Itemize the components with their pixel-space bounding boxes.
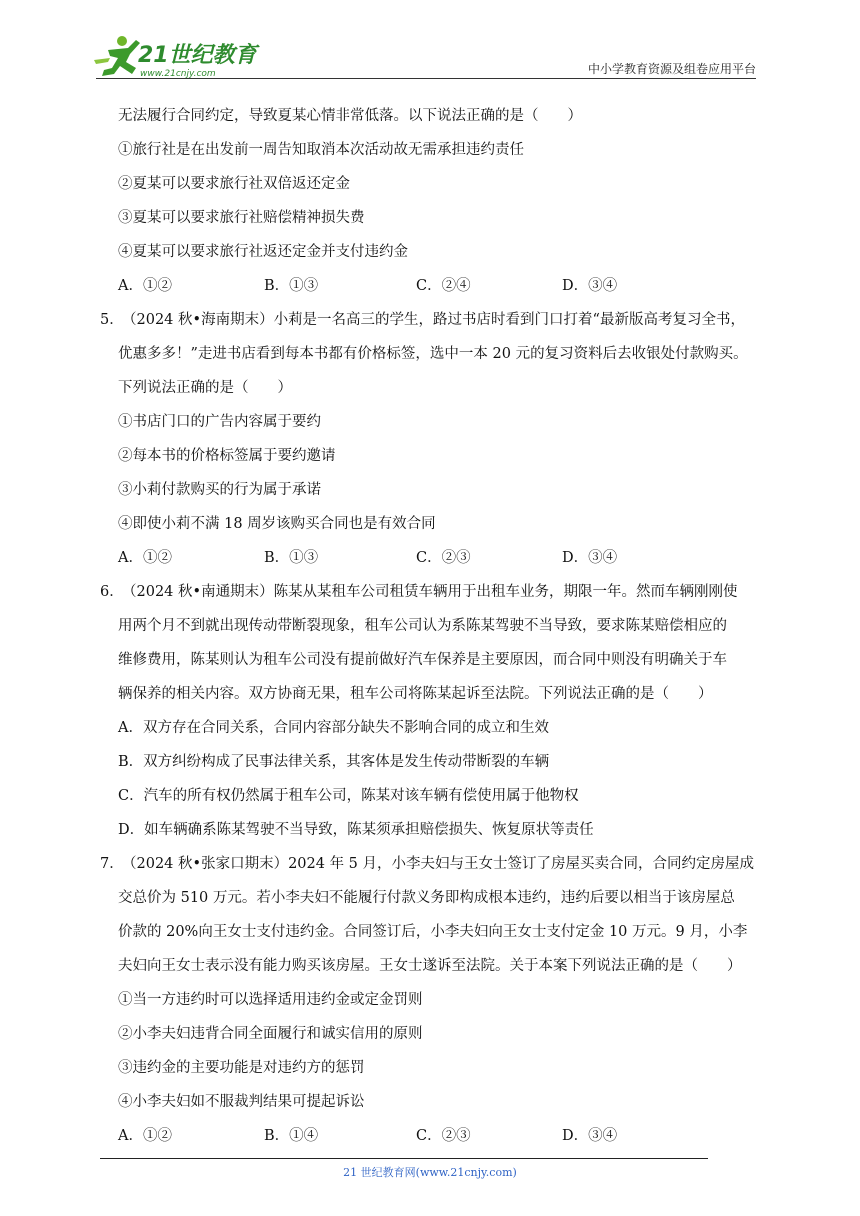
q6-choice-d[interactable]: D．如车辆确系陈某驾驶不当导致，陈某须承担赔偿损失、恢复原状等责任 [118,822,594,838]
q5-option-a[interactable]: A．①② [118,550,172,566]
q4-option-b[interactable]: B．①③ [264,278,319,294]
q6-choice-a[interactable]: A．双方存在合同关系，合同内容部分缺失不影响合同的成立和生效 [118,720,549,736]
q6-line-1: （2024 秋•南通期末）陈某从某租车公司租赁车辆用于出租车业务，期限一年。然而车辆刚刚使 [122,584,738,600]
q4-option-d[interactable]: D．③④ [562,278,618,294]
q7-option-d[interactable]: D．③④ [562,1128,618,1144]
q5-line-3: 下列说法正确的是（ ） [118,380,292,396]
q6-choice-c[interactable]: C．汽车的所有权仍然属于租车公司，陈某对该车辆有偿使用属于他物权 [118,788,579,804]
q5-statement-4: ④即使小莉不满 18 周岁该购买合同也是有效合同 [118,516,436,532]
q7-option-b[interactable]: B．①④ [264,1128,319,1144]
q7-line-3: 价款的 20%向王女士支付违约金。合同签订后，小李夫妇向王女士支付定金 10 万元。9 月，小李 [118,924,748,940]
q7-line-1: （2024 秋•张家口期末）2024 年 5 月，小李夫妇与王女士签订了房屋买卖合同，合同约定房屋成 [122,856,755,872]
q7-line-4: 夫妇向王女士表示没有能力购买该房屋。王女士遂诉至法院。关于本案下列说法正确的是（ ） [118,958,742,974]
q5-option-d[interactable]: D．③④ [562,550,618,566]
logo-url: www.21cnjy.com [140,69,216,79]
platform-title: 中小学教育资源及组卷应用平台 [587,62,756,76]
q5-statement-1: ①书店门口的广告内容属于要约 [118,414,321,430]
q6-line-4: 辆保养的相关内容。双方协商无果，租车公司将陈某起诉至法院。下列说法正确的是（ ） [118,686,713,702]
q5-statement-3: ③小莉付款购买的行为属于承诺 [118,482,321,498]
q6-line-3: 维修费用，陈某则认为租车公司没有提前做好汽车保养是主要原因，而合同中则没有明确关于车 [118,652,727,668]
q4-continuation: 无法履行合同约定，导致夏某心情非常低落。以下说法正确的是（ ） [118,108,582,124]
q5-statement-2: ②每本书的价格标签属于要约邀请 [118,448,336,464]
q4-option-a[interactable]: A．①② [118,278,172,294]
q7-number: 7． [100,856,124,872]
footer-divider [100,1158,708,1159]
q7-statement-1: ①当一方违约时可以选择适用违约金或定金罚则 [118,992,423,1008]
logo-text: 21世纪教育 [138,43,257,68]
q7-statement-3: ③违约金的主要功能是对违约方的惩罚 [118,1060,365,1076]
q7-line-2: 交总价为 510 万元。若小李夫妇不能履行付款义务即构成根本违约，违约后要以相当于该房屋总 [118,890,735,906]
q7-statement-4: ④小李夫妇如不服裁判结果可提起诉讼 [118,1094,365,1110]
q6-choice-b[interactable]: B．双方纠纷构成了民事法律关系，其客体是发生传动带断裂的车辆 [118,754,550,770]
q4-statement-3: ③夏某可以要求旅行社赔偿精神损失费 [118,210,365,226]
q4-statement-1: ①旅行社是在出发前一周告知取消本次活动故无需承担违约责任 [118,142,524,158]
site-logo [92,34,262,80]
runner-logo-icon [92,34,262,80]
q4-statement-4: ④夏某可以要求旅行社返还定金并支付违约金 [118,244,408,260]
q7-option-c[interactable]: C．②③ [416,1128,471,1144]
q5-option-b[interactable]: B．①③ [264,550,319,566]
q7-option-a[interactable]: A．①② [118,1128,172,1144]
header-divider [96,78,756,79]
q5-number: 5． [100,312,124,328]
q6-number: 6． [100,584,124,600]
q6-line-2: 用两个月不到就出现传动带断裂现象，租车公司认为系陈某驾驶不当导致，要求陈某赔偿相应的 [118,618,727,634]
q5-option-c[interactable]: C．②③ [416,550,471,566]
q4-option-c[interactable]: C．②④ [416,278,471,294]
page-header [0,0,860,84]
q5-line-2: 优惠多多！”走进书店看到每本书都有价格标签，选中一本 20 元的复习资料后去收银处付款购买。 [118,346,748,362]
q4-statement-2: ②夏某可以要求旅行社双倍返还定金 [118,176,350,192]
q7-statement-2: ②小李夫妇违背合同全面履行和诚实信用的原则 [118,1026,423,1042]
footer-link[interactable]: 21 世纪教育网(www.21cnjy.com) [343,1166,517,1179]
q5-line-1: （2024 秋•海南期末）小莉是一名高三的学生，路过书店时看到门口打着“最新版高考复习全书， [122,312,745,328]
